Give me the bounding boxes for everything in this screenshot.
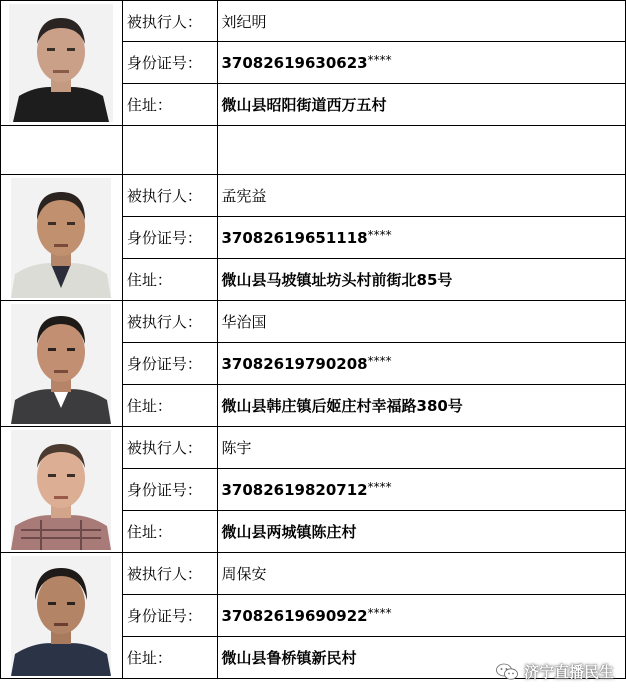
blank-cell bbox=[1, 126, 123, 175]
person-photo bbox=[1, 1, 123, 126]
id-label: 身份证号： bbox=[122, 42, 217, 84]
table-row bbox=[1, 427, 626, 469]
id-label: 身份证号： bbox=[122, 217, 217, 259]
address-label: 住址： bbox=[122, 84, 217, 126]
address-value: 微山县昭阳街道西万五村 bbox=[217, 84, 626, 126]
id-value: 37082619651118**** bbox=[217, 217, 626, 259]
name-value: 华治国 bbox=[217, 301, 626, 343]
watermark bbox=[496, 661, 614, 682]
person-photo bbox=[1, 427, 123, 553]
person-photo bbox=[1, 175, 123, 301]
table-row bbox=[1, 1, 626, 42]
id-value: 37082619820712**** bbox=[217, 469, 626, 511]
person-photo bbox=[1, 301, 123, 427]
name-value: 孟宪益 bbox=[217, 175, 626, 217]
table-row bbox=[1, 175, 626, 217]
name-label: 被执行人： bbox=[122, 553, 217, 595]
name-label: 被执行人： bbox=[122, 427, 217, 469]
portrait-2 bbox=[11, 178, 111, 298]
id-label: 身份证号： bbox=[122, 469, 217, 511]
portrait-3 bbox=[11, 304, 111, 424]
table-row bbox=[1, 301, 626, 343]
id-label: 身份证号： bbox=[122, 595, 217, 637]
blank-cell bbox=[122, 126, 217, 175]
name-value: 陈宇 bbox=[217, 427, 626, 469]
name-label: 被执行人： bbox=[122, 1, 217, 42]
address-value: 微山县两城镇陈庄村 bbox=[217, 511, 626, 553]
portrait-5 bbox=[11, 556, 111, 676]
address-value: 微山县韩庄镇后姬庄村幸福路380号 bbox=[217, 385, 626, 427]
blank-row bbox=[1, 126, 626, 175]
name-value: 刘纪明 bbox=[217, 1, 626, 42]
address-label: 住址： bbox=[122, 385, 217, 427]
portrait-4 bbox=[11, 430, 111, 550]
address-label: 住址： bbox=[122, 259, 217, 301]
id-value: 37082619630623**** bbox=[217, 42, 626, 84]
address-value: 微山县马坡镇址坊头村前街北85号 bbox=[217, 259, 626, 301]
blank-cell bbox=[217, 126, 626, 175]
id-label: 身份证号： bbox=[122, 343, 217, 385]
table-row bbox=[1, 553, 626, 595]
name-value: 周保安 bbox=[217, 553, 626, 595]
address-label: 住址： bbox=[122, 637, 217, 679]
id-value: 37082619690922**** bbox=[217, 595, 626, 637]
watermark-text: 济宁直播民生 bbox=[523, 663, 614, 681]
person-photo bbox=[1, 553, 123, 679]
address-label: 住址： bbox=[122, 511, 217, 553]
name-label: 被执行人： bbox=[122, 301, 217, 343]
portrait-1 bbox=[9, 4, 113, 122]
name-label: 被执行人： bbox=[122, 175, 217, 217]
wechat-icon bbox=[496, 663, 518, 681]
address-value: 微山县鲁桥镇新民村 bbox=[217, 637, 626, 679]
id-value: 37082619790208**** bbox=[217, 343, 626, 385]
